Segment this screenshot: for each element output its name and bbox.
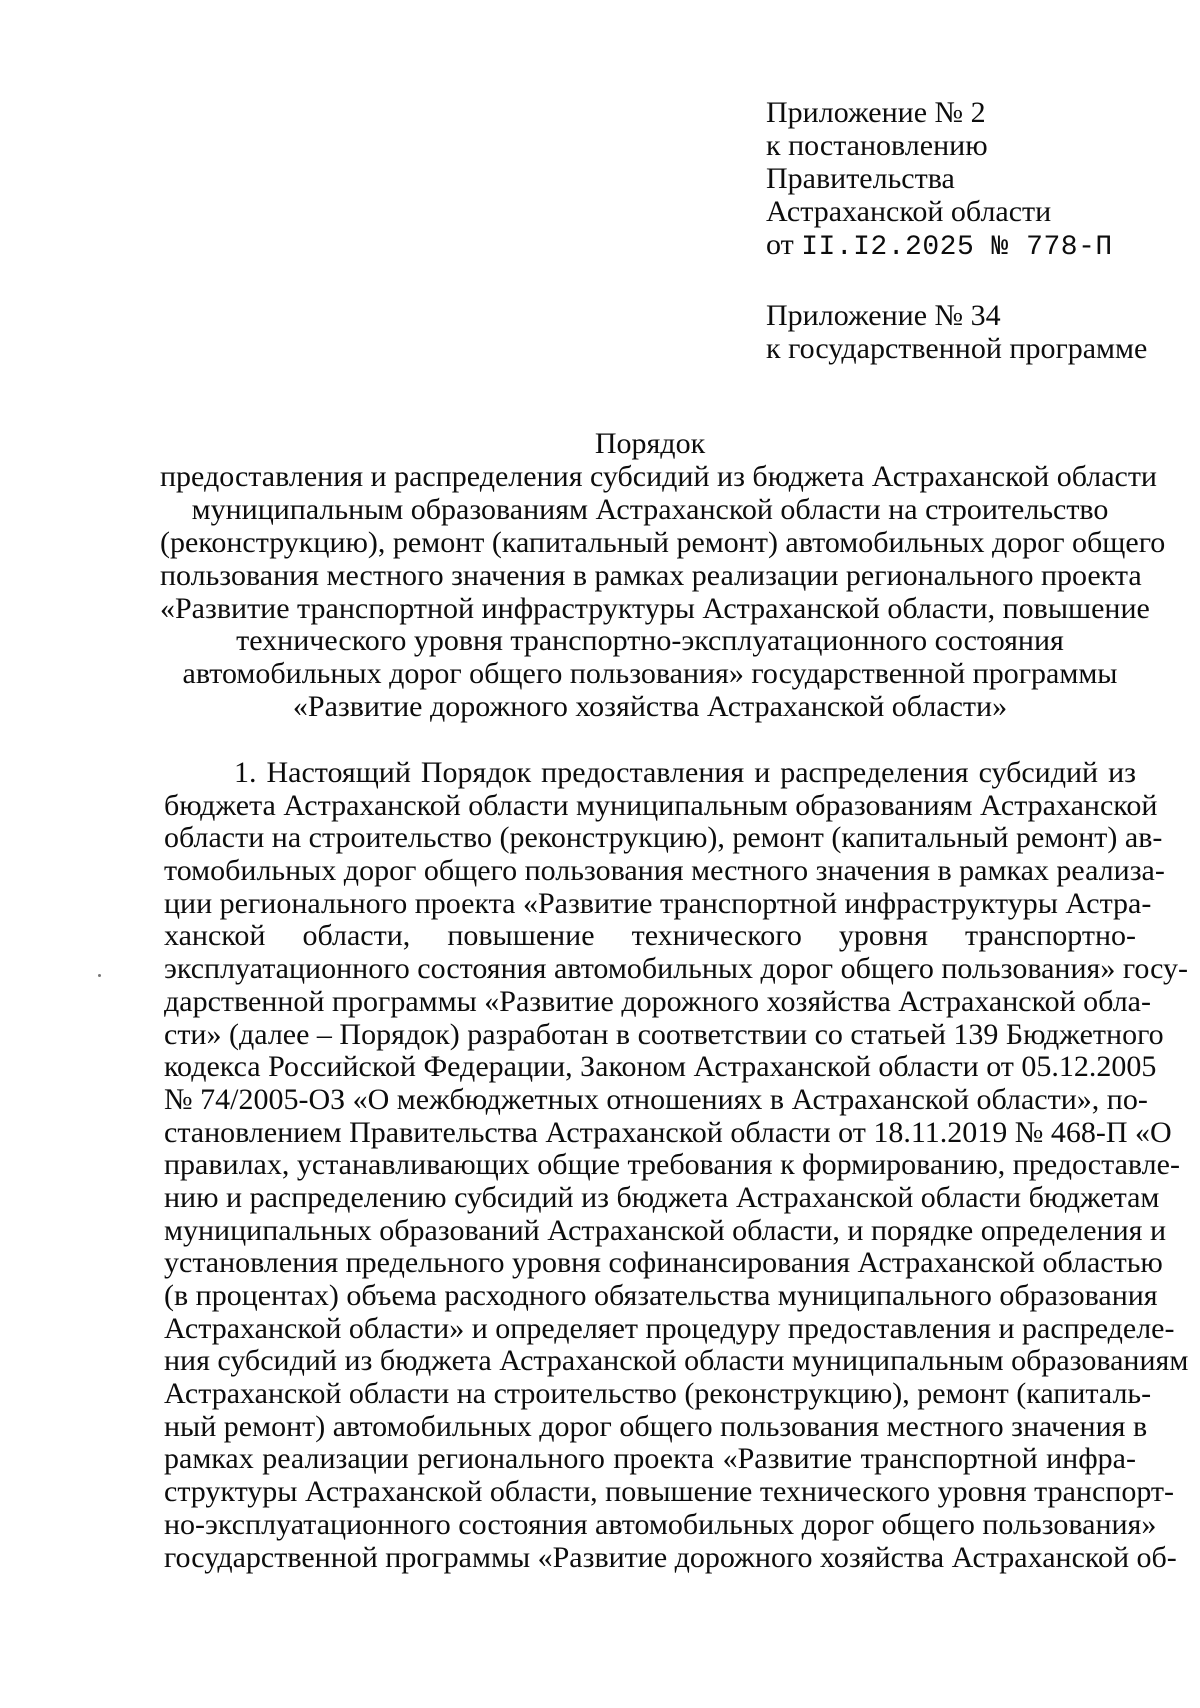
body-line: (в процентах) объема расходного обязательства муниципального образования — [164, 1279, 1158, 1312]
body-line: 1. Настоящий Порядок предоставления и распределения субсидий из — [234, 756, 1136, 789]
body-line: но-эксплуатационного состояния автомобильных дорог общего пользования» — [164, 1507, 1157, 1541]
title-heading: Порядок — [594, 427, 706, 460]
body-line: Астраханской области» и определяет процедуру предоставления и распределе- — [164, 1311, 1175, 1345]
resolution-date-number: II.I2.2025 № 778-П — [801, 232, 1113, 263]
body-line: томобильных дорог общего пользования местного значения в рамках реализа- — [164, 854, 1165, 888]
body-line: бюджета Астраханской области муниципальным образованиям Астраханской — [164, 788, 1158, 822]
appendix-line: к постановлению — [766, 129, 988, 162]
title-line: (реконструкцию), ремонт (капитальный ремонт) автомобильных дорог общего — [160, 525, 1166, 559]
date-prefix: от — [766, 228, 794, 261]
body-line: правилах, устанавливающих общие требования к формированию, предоставле- — [164, 1148, 1180, 1182]
body-line: рамках реализации регионального проекта «Развитие транспортной инфра- — [164, 1442, 1136, 1476]
appendix-34-reference — [766, 299, 1147, 365]
appendix-line: к государственной программе — [766, 332, 1148, 365]
appendix-line: Астраханской области — [766, 195, 1052, 228]
appendix-line: Приложение № 2 — [766, 96, 986, 129]
paragraph-1 — [164, 756, 1189, 1574]
body-line: ханской области, повышение технического уровня транспортно- — [164, 919, 1136, 953]
title-line: автомобильных дорог общего пользования» государственной программы — [182, 657, 1118, 691]
body-line: установления предельного уровня софинансирования Астраханской областью — [164, 1246, 1163, 1280]
body-line: Астраханской области на строительство (реконструкцию), ремонт (капиталь- — [164, 1377, 1152, 1411]
title-line: «Развитие транспортной инфраструктуры Астраханской области, повышение — [160, 591, 1150, 625]
title-line: «Развитие дорожного хозяйства Астраханской области» — [292, 690, 1008, 724]
body-line: сти» (далее – Порядок) разработан в соответствии со статьей 139 Бюджетного — [164, 1017, 1164, 1051]
body-line: эксплуатационного состояния автомобильных дорог общего пользования» госу- — [164, 952, 1189, 986]
body-line: структуры Астраханской области, повышение технического уровня транспорт- — [164, 1475, 1175, 1509]
body-line: ции регионального проекта «Развитие транспортной инфраструктуры Астра- — [164, 886, 1152, 920]
title-line: муниципальным образованиям Астраханской области на строительство — [191, 492, 1109, 526]
resolution-date-line — [766, 228, 1113, 264]
title-line: предоставления и распределения субсидий из бюджета Астраханской области — [160, 459, 1157, 493]
title-line: пользования местного значения в рамках реализации регионального проекта — [160, 558, 1142, 592]
body-line: № 74/2005-ОЗ «О межбюджетных отношениях в Астраханской области», по- — [164, 1082, 1148, 1116]
body-line: ный ремонт) автомобильных дорог общего пользования местного значения в — [164, 1409, 1148, 1443]
body-line: государственной программы «Развитие дорожного хозяйства Астраханской об- — [164, 1540, 1177, 1574]
scan-speck — [98, 974, 101, 977]
body-line: области на строительство (реконструкцию), ремонт (капитальный ремонт) ав- — [164, 821, 1163, 855]
body-line: становлением Правительства Астраханской области от 18.11.2019 № 468-П «О — [164, 1115, 1172, 1149]
body-line: муниципальных образований Астраханской области, и порядке определения и — [164, 1213, 1167, 1247]
body-line: дарственной программы «Развитие дорожного хозяйства Астраханской обла- — [164, 984, 1151, 1018]
body-line: кодекса Российской Федерации, Законом Астраханской области от 05.12.2005 — [164, 1050, 1157, 1084]
appendix-2-reference — [766, 96, 1113, 264]
body-line: ния субсидий из бюджета Астраханской области муниципальным образованиям — [164, 1344, 1189, 1378]
appendix-line: Правительства — [766, 162, 955, 195]
document-title — [160, 427, 1166, 724]
body-line: нию и распределению субсидий из бюджета Астраханской области бюджетам — [164, 1180, 1160, 1214]
title-line: технического уровня транспортно-эксплуатационного состояния — [236, 624, 1064, 658]
appendix-line: Приложение № 34 — [766, 299, 1001, 332]
